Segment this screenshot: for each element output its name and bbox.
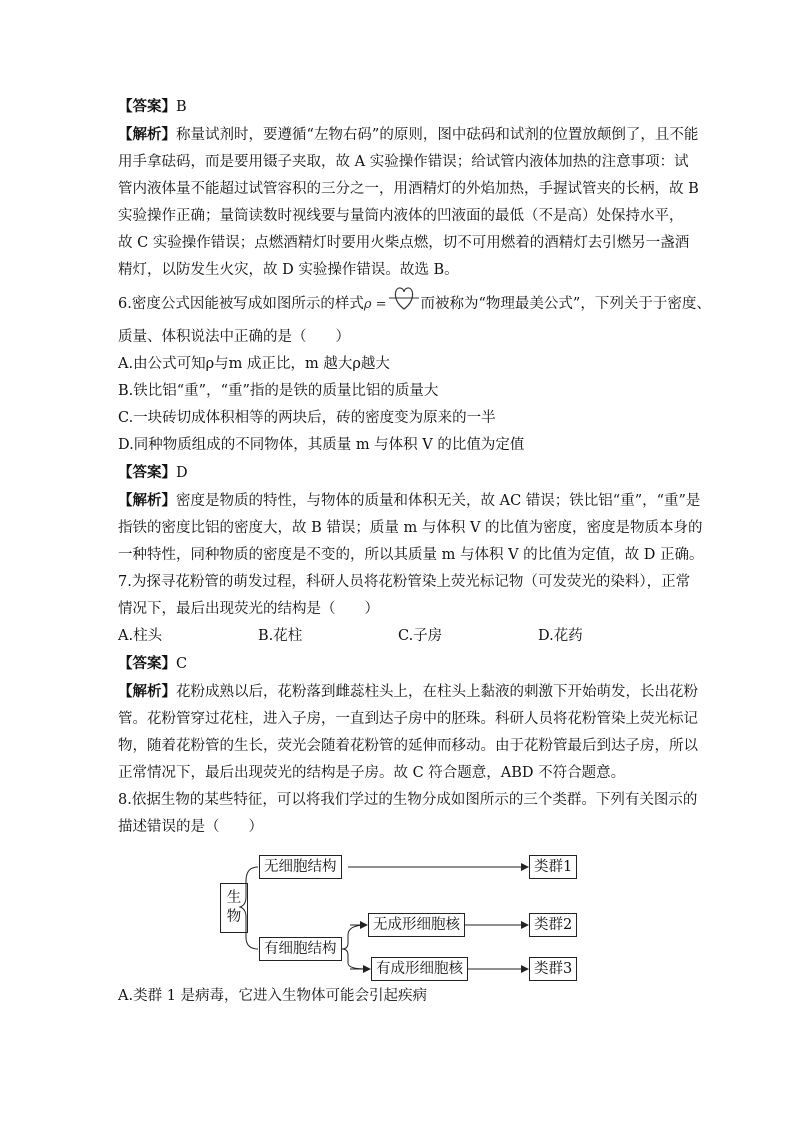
- q5-analysis-line-4: 实验操作正确；量筒读数时视线要与量筒内液体的凹液面的最低（不是高）处保持水平，: [118, 208, 684, 224]
- no-nucleus-box: 无成形细胞核: [368, 913, 465, 937]
- q6-analysis-line-2: 指铁的密度比铝的密度大，故 B 错误；质量 m 与体积 V 的比值为密度，密度是物质本身的: [118, 520, 703, 536]
- q6-analysis-line-3: 一种特性，同种物质的密度是不变的，所以其质量 m 与体积 V 的比值为定值，故 D 正确。: [118, 547, 704, 563]
- q6-option-d: D.同种物质组成的不同物体，其质量 m 与体积 V 的比值为定值: [118, 437, 525, 453]
- q5-answer: [118, 93, 678, 121]
- q8-stem-line-2: 描述错误的是（ ）: [118, 819, 263, 835]
- q7-analysis-line-1: 【解析】花粉成熟以后，花粉落到雌蕊柱头上，在柱头上黏液的刺激下开始萌发，长出花粉: [118, 683, 698, 700]
- group-3-box: 类群3: [529, 957, 577, 981]
- has-nucleus-box: 有成形细胞核: [371, 957, 468, 981]
- no-cell-structure-box: 无细胞结构: [259, 855, 342, 879]
- document-page: [118, 93, 711, 1010]
- q6-option-c: C.一块砖切成体积相等的两块后，砖的密度变为原来的一半: [118, 410, 496, 426]
- q7-option-d: D.花药: [538, 628, 583, 644]
- q6-option-a: A.由公式可知ρ与m 成正比，m 越大ρ越大: [118, 356, 390, 372]
- q7-option-b: B.花柱: [258, 628, 303, 644]
- q7-analysis-line-4: 正常情况下，最后出现荧光的结构是子房。故 C 符合题意，ABD 不符合题意。: [118, 765, 626, 781]
- heart-icon: [387, 284, 421, 324]
- answer-value: B: [176, 99, 187, 115]
- diagram-connectors: [118, 845, 678, 975]
- q7-option-a: A.柱头: [118, 628, 163, 644]
- q5-analysis-line-5: 故 C 实验操作错误；点燃酒精灯时要用火柴点燃，切不可用燃着的酒精灯去引燃另一盏酒: [118, 235, 690, 251]
- answer-label: 【答案】: [118, 464, 176, 481]
- rho-formula: ρ =: [363, 297, 387, 312]
- answer-label: 【答案】: [118, 98, 176, 115]
- answer-label: 【答案】: [118, 655, 176, 672]
- group-1-box: 类群1: [529, 855, 577, 879]
- analysis-label: 【解析】: [118, 492, 176, 509]
- q8-stem-line-1: 8.依据生物的某些特征，可以将我们学过的生物分成如图所示的三个类群。下列有关图示的: [118, 792, 698, 808]
- answer-value: D: [176, 465, 188, 481]
- q5-analysis-line-1: 【解析】称量试剂时，要遵循“左物右码”的原则，图中砝码和试剂的位置放颠倒了，且不能: [118, 126, 699, 143]
- group-2-box: 类群2: [529, 913, 577, 937]
- q7-answer: [118, 650, 678, 678]
- q7-analysis-line-2: 管。花粉管穿过花柱，进入子房，一直到达子房中的胚珠。科研人员将花粉管染上荧光标记: [118, 711, 698, 727]
- analysis-label: 【解析】: [118, 126, 176, 143]
- analysis-label: 【解析】: [118, 683, 176, 700]
- q6-answer: [118, 459, 678, 487]
- q8-option-a: A.类群 1 是病毒，它进入生物体可能会引起疾病: [118, 988, 428, 1004]
- q6-stem-line-1: 6.密度公式因能被写成如图所示的样式ρ = 而被称为“物理最美公式”，下列关于于密度、: [118, 284, 678, 324]
- q5-analysis-line-6: 精灯，以防发生火灾，故 D 实验操作错误。故选 B。: [118, 262, 459, 278]
- has-cell-structure-box: 有细胞结构: [259, 937, 342, 961]
- q7-stem-line-1: 7.为探寻花粉管的萌发过程，科研人员将花粉管染上荧光标记物（可发荧光的染料），正常: [118, 574, 691, 590]
- q5-analysis-line-3: 管内液体量不能超过试管容积的三分之一，用酒精灯的外焰加热，手握试管夹的长柄，故 B: [118, 181, 699, 197]
- q5-analysis-line-2: 用手拿砝码，而是要用镊子夹取，故 A 实验操作错误；给试管内液体加热的注意事项：试: [118, 154, 689, 170]
- q7-analysis-line-3: 物，随着花粉管的生长，荧光会随着花粉管的延伸而移动。由于花粉管最后到达子房，所以: [118, 738, 698, 754]
- q7-options: [118, 623, 678, 650]
- q6-option-b: B.铁比铝“重”，“重”指的是铁的质量比铝的质量大: [118, 383, 439, 399]
- root-box: 生物: [220, 883, 248, 933]
- q7-option-c: C.子房: [398, 628, 443, 644]
- q7-stem-line-2: 情况下，最后出现荧光的结构是（ ）: [118, 601, 379, 617]
- answer-value: C: [176, 656, 188, 672]
- q6-analysis-line-1: 【解析】密度是物质的特性，与物体的质量和体积无关，故 AC 错误；铁比铝“重”，“重”是: [118, 492, 701, 509]
- q6-stem-line-2: 质量、体积说法中正确的是（ ）: [118, 329, 350, 345]
- classification-diagram: [118, 845, 678, 975]
